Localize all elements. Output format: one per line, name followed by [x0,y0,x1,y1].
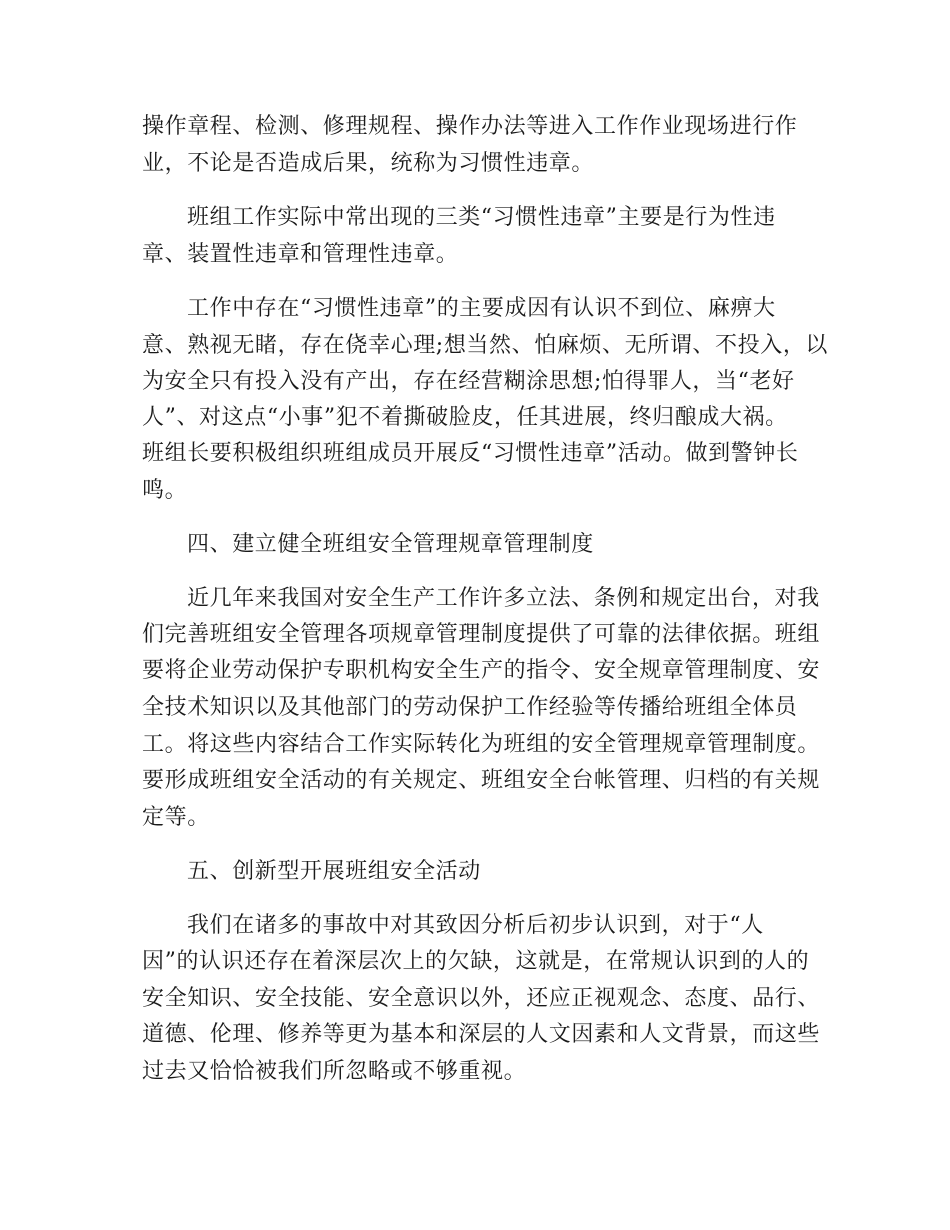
paragraph-2-line-2: 章、装置性违章和管理性违章。 [142,242,459,267]
paragraph-5-line-3: 安全知识、安全技能、安全意识以外，还应正视观念、态度、品行、 [142,986,821,1011]
paragraph-5-line-2: 因”的认识还存在着深层次上的欠缺，这就是，在常规认识到的人的 [142,949,810,974]
paragraph-4-line-2: 们完善班组安全管理各项规章管理制度提供了可靠的法律依据。班组 [142,622,821,647]
paragraph-3-line-3: 为安全只有投入没有产出，存在经营糊涂思想;怕得罪人，当“老好 [142,369,795,394]
paragraph-3-line-1: 工作中存在“习惯性违章”的主要成因有认识不到位、麻痹大 [187,296,776,321]
paragraph-5-line-4: 道德、伦理、修养等更为基本和深层的人文因素和人文背景，而这些 [142,1022,821,1047]
paragraph-3-line-4: 人”、对这点“小事”犯不着撕破脸皮，任其进展，终归酿成大祸。 [142,405,788,430]
paragraph-5-line-1: 我们在诸多的事故中对其致因分析后初步认识到，对于“人 [187,913,764,938]
paragraph-5-line-5: 过去又恰恰被我们所忽略或不够重视。 [142,1059,527,1084]
paragraph-2-line-1: 班组工作实际中常出现的三类“习惯性违章”主要是行为性违 [187,205,776,230]
paragraph-4-line-4: 全技术知识以及其他部门的劳动保护工作经验等传播给班组全体员 [142,695,798,720]
paragraph-1-line-2: 业，不论是否造成后果，统称为习惯性违章。 [142,151,595,176]
paragraph-3-line-2: 意、熟视无睹，存在侥幸心理;想当然、怕麻烦、无所谓、不投入，以 [142,333,829,358]
paragraph-4-line-3: 要将企业劳动保护专职机构安全生产的指令、安全规章管理制度、安 [142,658,821,683]
paragraph-4-line-6: 要形成班组安全活动的有关规定、班组安全台帐管理、归档的有关规 [142,768,821,793]
paragraph-3-line-6: 鸣。 [142,478,188,503]
section-heading-4: 四、建立健全班组安全管理规章管理制度 [187,532,594,557]
paragraph-4-line-5: 工。将这些内容结合工作实际转化为班组的安全管理规章管理制度。 [142,732,821,757]
section-heading-5: 五、创新型开展班组安全活动 [187,859,481,884]
paragraph-4-line-7: 定等。 [142,805,210,830]
paragraph-4-line-1: 近几年来我国对安全生产工作许多立法、条例和规定出台，对我 [187,586,820,611]
paragraph-3-line-5: 班组长要积极组织班组成员开展反“习惯性违章”活动。做到警钟长 [142,441,799,466]
paragraph-1-line-1: 操作章程、检测、修理规程、操作办法等进入工作作业现场进行作 [142,114,798,139]
